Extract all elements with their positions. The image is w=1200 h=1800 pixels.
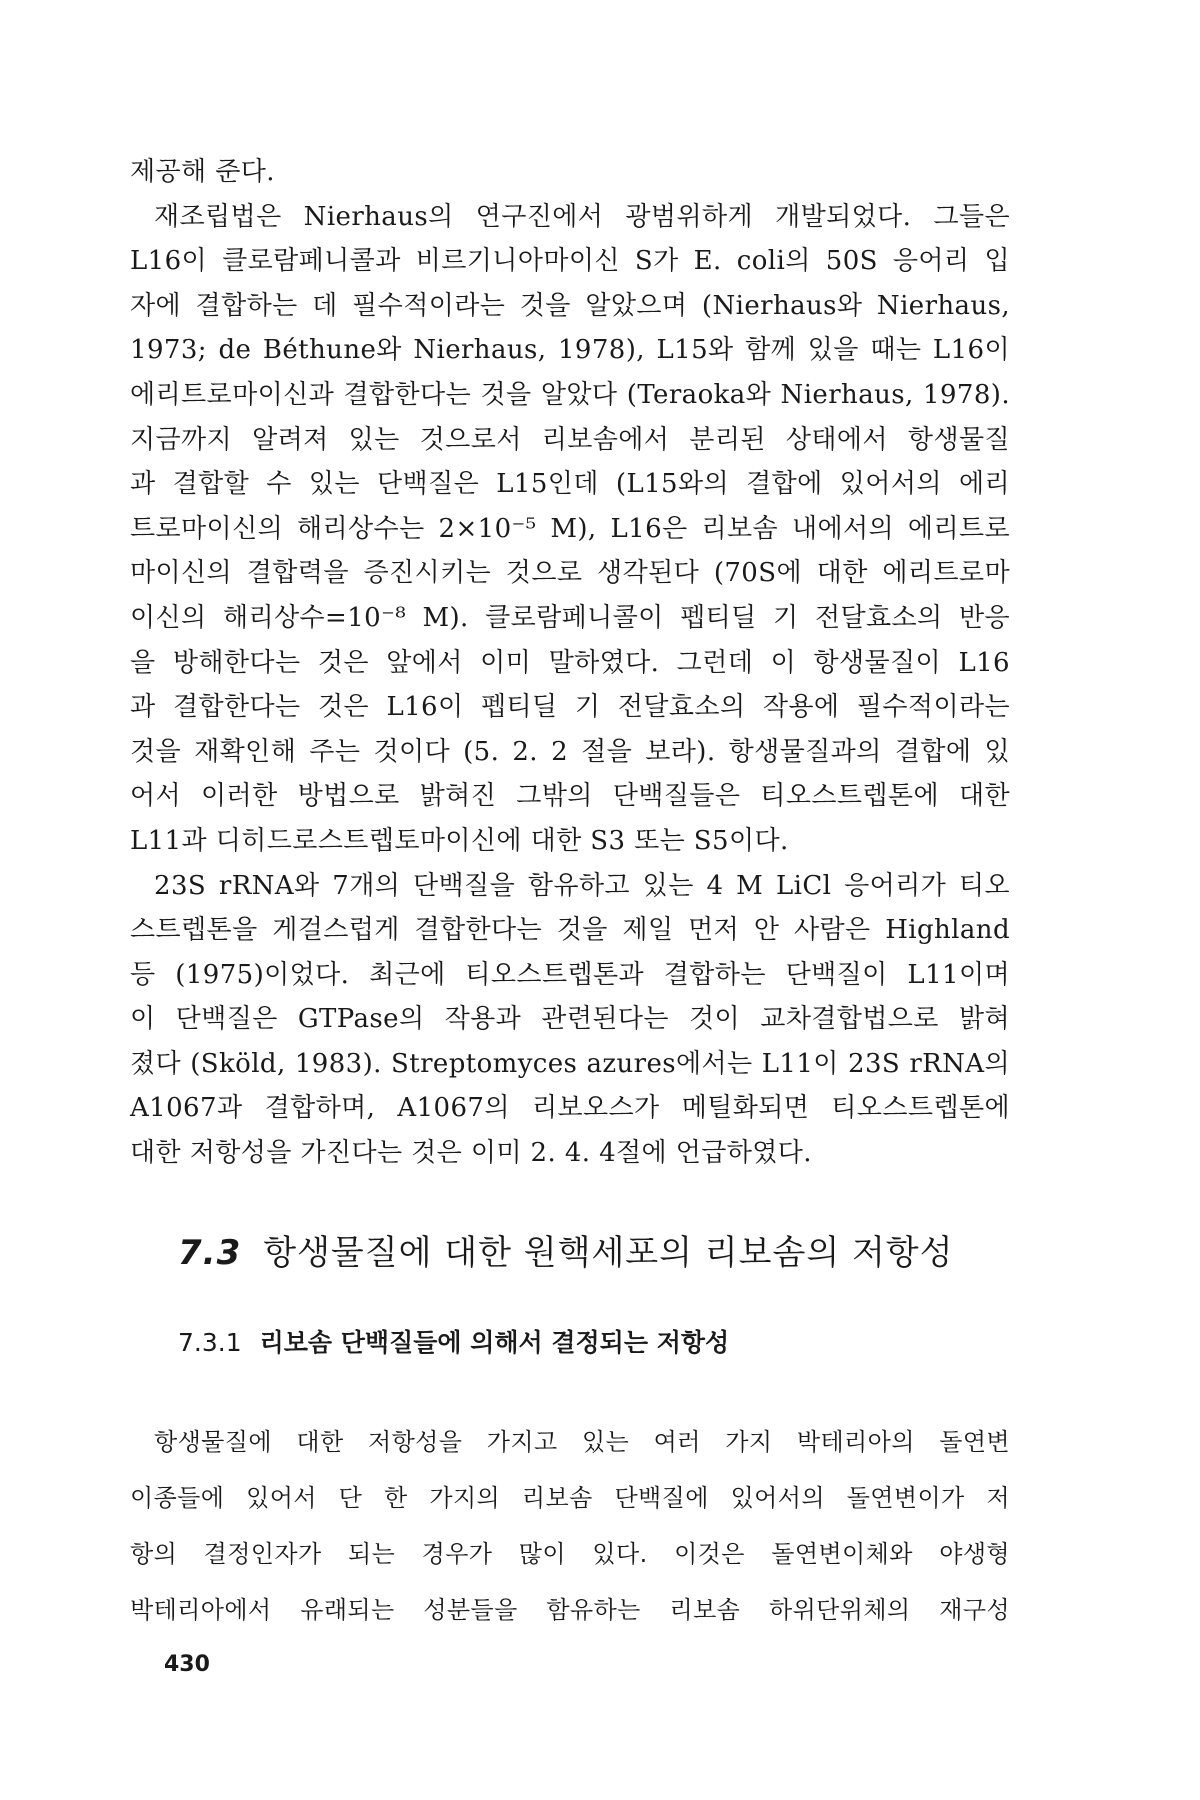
text-line: 과 결합한다는 것은 L16이 펩티딜 기 전달효소의 작용에 필수적이라는 bbox=[130, 692, 1010, 723]
text-line: 자에 결합하는 데 필수적이라는 것을 알았으며 (Nierhaus와 Nierhaus, bbox=[130, 290, 1010, 321]
section-number: 7.3 bbox=[178, 1233, 242, 1273]
text-line: 대한 저항성을 가진다는 것은 이미 2. 4. 4절에 언급하였다. bbox=[130, 1138, 812, 1169]
text-line: 이 단백질은 GTPase의 작용과 관련된다는 것이 교차결합법으로 밝혀 bbox=[130, 1004, 1010, 1035]
text-line: 에리트로마이신과 결합한다는 것을 알았다 (Teraoka와 Nierhaus, 1978). bbox=[130, 379, 1010, 410]
text-line: 스트렙톤을 게걸스럽게 결합한다는 것을 제일 먼저 안 사람은 Highland bbox=[130, 915, 1010, 946]
text-line: 과 결합할 수 있는 단백질은 L15인데 (L15와의 결합에 있어서의 에리 bbox=[130, 469, 1010, 500]
subsection-number: 7.3.1 bbox=[178, 1328, 242, 1357]
text-line: 1973; de Béthune와 Nierhaus, 1978), L15와 함께 있을 때는 L16이 bbox=[130, 335, 1010, 366]
text-line: 지금까지 알려져 있는 것으로서 리보솜에서 분리된 상태에서 항생물질 bbox=[130, 424, 1010, 455]
text-line: 이신의 해리상수=10⁻⁸ M). 클로람페니콜이 펩티딜 기 전달효소의 반응 bbox=[130, 602, 1010, 633]
text-line: 23S rRNA와 7개의 단백질을 함유하고 있는 4 M LiCl 응어리가 티오 bbox=[154, 870, 1010, 901]
text-line: 항의 결정인자가 되는 경우가 많이 있다. 이것은 돌연변이체와 야생형 bbox=[130, 1540, 1010, 1568]
text-line: 재조립법은 Nierhaus의 연구진에서 광범위하게 개발되었다. 그들은 bbox=[154, 201, 1010, 232]
subsection-heading bbox=[178, 1323, 729, 1359]
page-number: 430 bbox=[164, 1652, 210, 1677]
text-line: L11과 디히드로스트렙토마이신에 대한 S3 또는 S5이다. bbox=[130, 825, 789, 856]
text-line: 제공해 준다. bbox=[130, 157, 275, 187]
text-line: 졌다 (Sköld, 1983). Streptomyces azures에서는 L11이 23S rRNA의 bbox=[130, 1048, 1010, 1079]
text-line: 것을 재확인해 주는 것이다 (5. 2. 2 절을 보라). 항생물질과의 결합에 있 bbox=[130, 736, 1010, 767]
text-line: 을 방해한다는 것은 앞에서 이미 말하였다. 그런데 이 항생물질이 L16 bbox=[130, 647, 1010, 678]
text-line: A1067과 결합하며, A1067의 리보오스가 메틸화되면 티오스트렙톤에 bbox=[130, 1093, 1010, 1124]
section-heading bbox=[178, 1225, 954, 1274]
text-line: 이종들에 있어서 단 한 가지의 리보솜 단백질에 있어서의 돌연변이가 저 bbox=[130, 1484, 1010, 1512]
text-line: 어서 이러한 방법으로 밝혀진 그밖의 단백질들은 티오스트렙톤에 대한 bbox=[130, 781, 1010, 812]
subsection-title: 리보솜 단백질들에 의해서 결정되는 저항성 bbox=[259, 1328, 730, 1357]
text-line: 항생물질에 대한 저항성을 가지고 있는 여러 가지 박테리아의 돌연변 bbox=[154, 1428, 1010, 1456]
section-body-text bbox=[130, 1414, 1010, 1638]
text-line: 트로마이신의 해리상수는 2×10⁻⁵ M), L16은 리보솜 내에서의 에리트로 bbox=[130, 513, 1010, 544]
text-line: 마이신의 결합력을 증진시키는 것으로 생각된다 (70S에 대한 에리트로마 bbox=[130, 558, 1010, 589]
text-line: 등 (1975)이었다. 최근에 티오스트렙톤과 결합하는 단백질이 L11이며 bbox=[130, 959, 1010, 990]
text-line: 박테리아에서 유래되는 성분들을 함유하는 리보솜 하위단위체의 재구성 bbox=[130, 1596, 1010, 1624]
text-line: L16이 클로람페니콜과 비르기니아마이신 S가 E. coli의 50S 응어리 입 bbox=[130, 246, 1010, 277]
body-text bbox=[130, 150, 1010, 1176]
section-title: 항생물질에 대한 원핵세포의 리보솜의 저항성 bbox=[263, 1233, 954, 1273]
